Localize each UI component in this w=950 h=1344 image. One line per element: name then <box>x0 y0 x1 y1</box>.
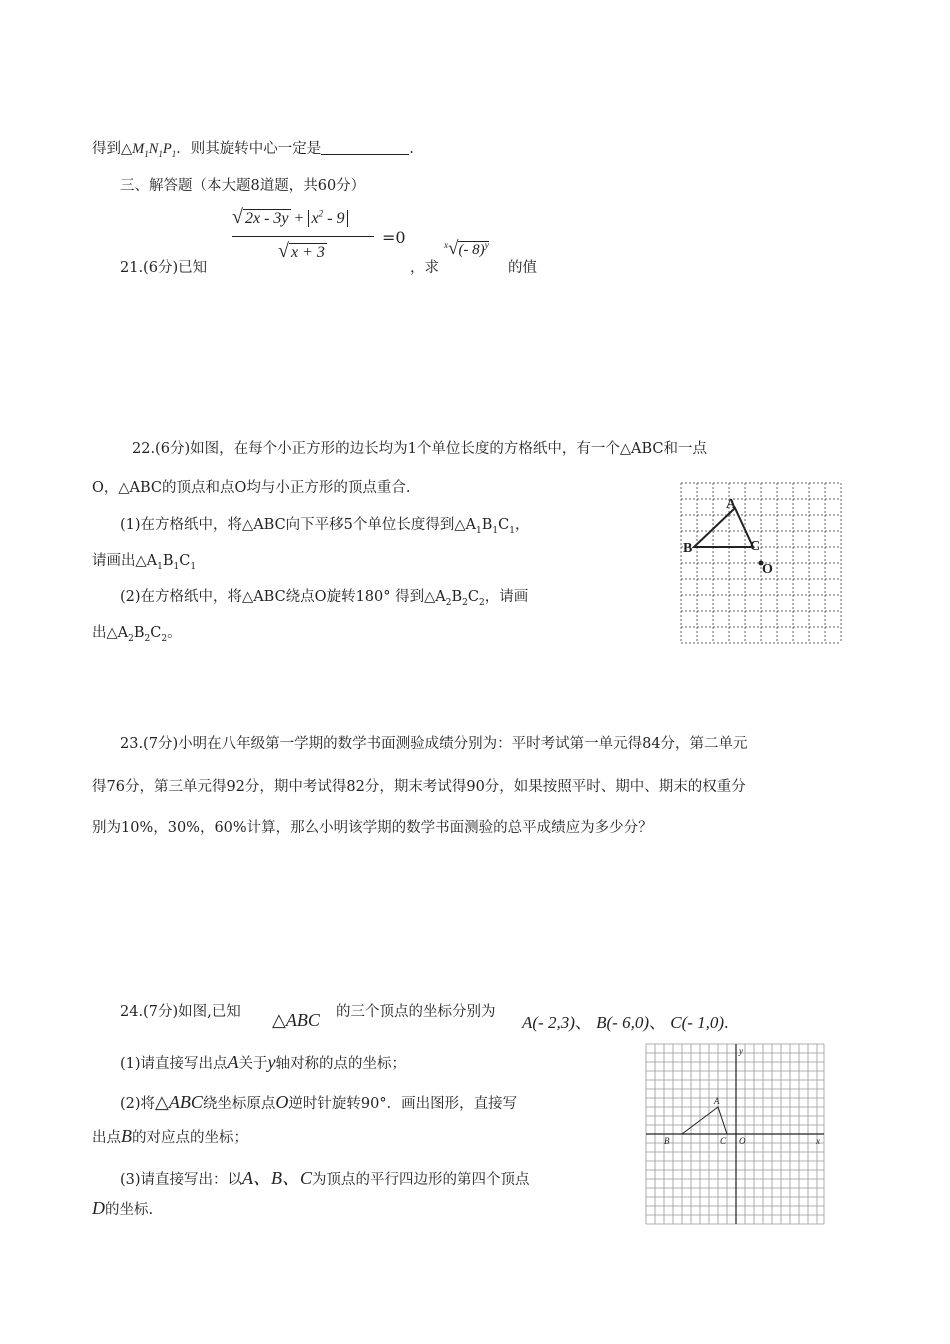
answer-blank[interactable] <box>321 140 409 155</box>
label-c: C <box>750 539 761 554</box>
q24-triangle: △ABC <box>272 1010 320 1030</box>
q23-line3: 别为10%，30%，60%计算，那么小明该学期的数学书面测验的总平成绩应为多少分？ <box>92 820 653 836</box>
q24-mid: 的三个顶点的坐标分别为 <box>336 1004 496 1020</box>
q21-eq: =0 <box>382 228 406 247</box>
q20-tail: 得到$\triangle M_1N_1P_1$．则其旋转中心一定是 . <box>92 141 414 159</box>
q24-coords: A(- 2,3)、 B(- 6,0)、 C(- 1,0). <box>522 1013 729 1032</box>
q22-line1: 22.(6分)如图，在每个小正方形的边长均为1个单位长度的方格纸中，有一个△ABC和一点 <box>132 441 707 457</box>
q24-part3: (3)请直接写出：以A、B、C为顶点的平行四边形的第四个顶点 <box>120 1168 530 1188</box>
label-o: O <box>762 562 773 577</box>
q24-part2b: 出点B的对应点的坐标； <box>92 1126 248 1146</box>
label-a: A <box>714 1096 720 1106</box>
q21-root: $^x$√(- 8)$^y$ <box>444 238 489 259</box>
q22-part1b: 请画出$\triangle A_1B_1C_1$ <box>92 553 197 572</box>
label-b: B <box>664 1136 670 1146</box>
q24-header: 24.(7分)如图,已知 <box>120 1004 241 1020</box>
label-y: y <box>739 1046 743 1056</box>
label-a: A <box>726 497 737 512</box>
q23-line1: 23.(7分)小明在八年级第一学期的数学书面测验成绩分别为：平时考试第一单元得84分，第二单元 <box>120 736 748 752</box>
q21-mid: ，求 <box>410 260 439 276</box>
q22-part1a: (1)在方格纸中，将△ABC向下平移5个单位长度得到$\triangle A_1B_1C_1$， <box>120 517 530 536</box>
label-x: x <box>816 1136 820 1146</box>
triangle-abc <box>694 508 753 547</box>
label-c: C <box>720 1136 727 1146</box>
q21-tail: 的值 <box>508 260 537 276</box>
q22-part2a: (2)在方格纸中，将△ABC绕点O旋转180° 得到$\triangle A_2B_2C_2$，请画 <box>120 589 529 608</box>
q22-part2b: 出$\triangle A_2B_2C_2$。 <box>92 625 182 644</box>
label-b: B <box>683 541 693 556</box>
q21-fraction <box>228 204 378 274</box>
q24-part2: (2)将△ABC绕坐标原点O逆时针旋转90°．画出图形，直接写 <box>120 1092 518 1112</box>
q24-coordinate-figure <box>644 1040 826 1226</box>
q22-line2: O，△ABC的顶点和点O均与小正方形的顶点重合. <box>92 480 411 496</box>
q21-fraction-bar <box>232 236 374 237</box>
q24-part3b: D的坐标. <box>92 1198 154 1218</box>
q21-denominator: √ x + 3 <box>278 240 325 262</box>
q22-grid-figure <box>678 480 844 646</box>
triangle-abc-coord <box>682 1107 727 1134</box>
q24-part1: (1)请直接写出点A关于y轴对称的点的坐标； <box>120 1052 407 1072</box>
section-3-heading: 三、解答题（本大题8道题，共60分） <box>120 178 366 194</box>
q23-line2: 得76分，第三单元得92分，期中考试得82分，期末考试得90分，如果按照平时、期中、期末的权重分 <box>92 779 746 795</box>
q21-label: 21.(6分)已知 <box>120 260 208 276</box>
label-o: O <box>739 1136 746 1146</box>
q21-numerator: √ $2x - 3y + x^2 - 9$ <box>232 206 348 229</box>
